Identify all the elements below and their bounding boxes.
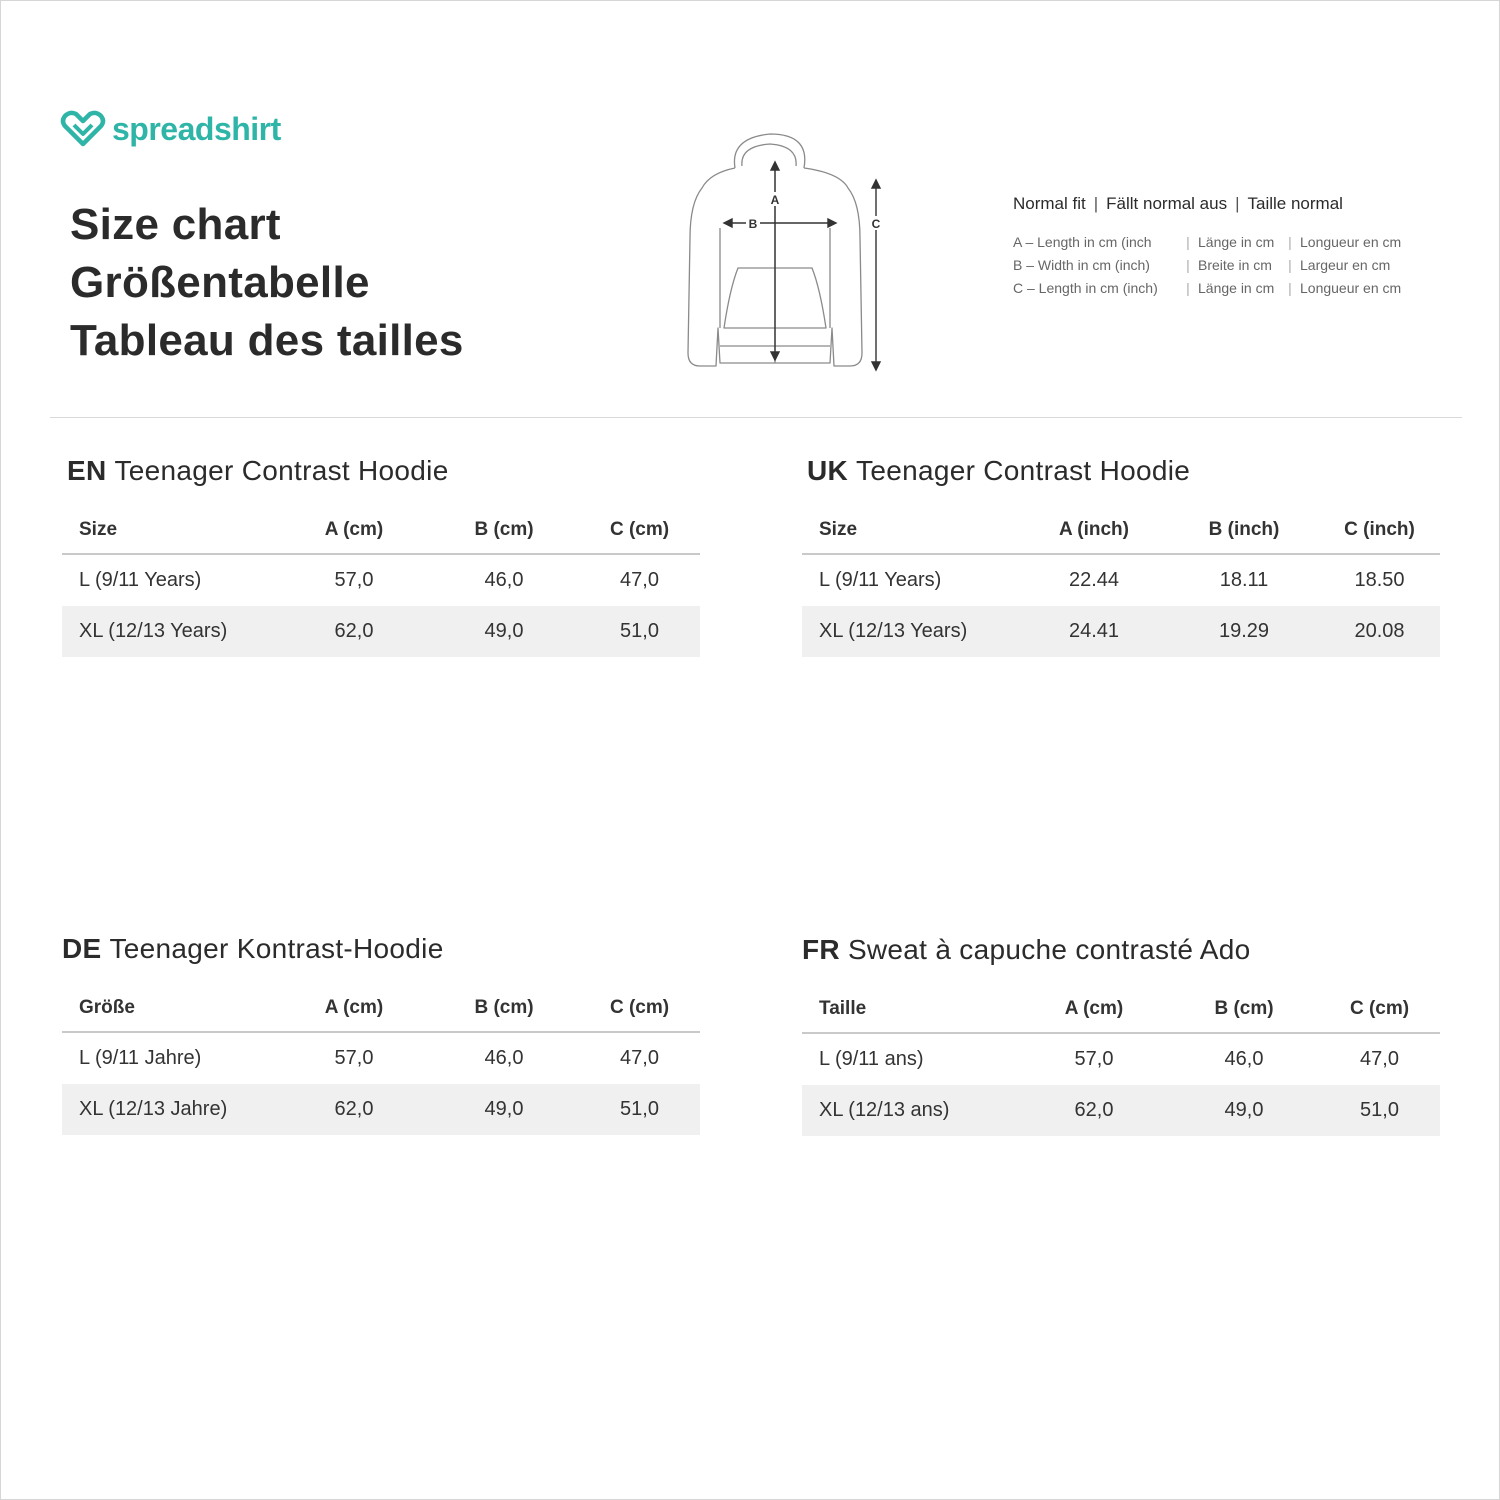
table-header-row: [62, 507, 700, 554]
cell-a: 57,0: [334, 569, 374, 591]
header-size: Taille: [802, 986, 1019, 1033]
table-code: DE: [62, 933, 102, 964]
table-title-de: [62, 933, 700, 965]
header-a: A (inch): [1019, 507, 1169, 554]
legend-bar: |: [1288, 234, 1292, 250]
table-title-uk: [807, 455, 1440, 487]
header-b: B (cm): [429, 507, 579, 554]
cell-b: 46,0: [484, 569, 524, 591]
fit-de: Fällt normal aus: [1106, 194, 1228, 213]
cell-b: 46,0: [1224, 1048, 1264, 1070]
measure-b-arrow-left: [724, 219, 732, 227]
cell-a: 62,0: [1019, 1085, 1169, 1136]
table-row: [62, 1032, 700, 1084]
table-row: [62, 606, 700, 657]
cell-c: 51,0: [579, 1084, 700, 1135]
fit-fr: Taille normal: [1247, 194, 1343, 213]
table-title-en: [67, 455, 700, 487]
cell-b: 46,0: [484, 1047, 524, 1069]
cell-a: 62,0: [279, 606, 429, 657]
legend-bar: |: [1288, 280, 1292, 296]
legend-bar: |: [1186, 280, 1190, 296]
cell-a: 57,0: [334, 1047, 374, 1069]
header-size: Size: [802, 507, 1019, 554]
header-b: B (inch): [1169, 507, 1319, 554]
cell-c: 47,0: [620, 1047, 659, 1069]
cell-size: XL (12/13 Years): [802, 606, 1019, 657]
title-en: Size chart: [70, 200, 281, 249]
cell-b: 19.29: [1169, 606, 1319, 657]
table-code: EN: [67, 455, 107, 486]
table-row: [62, 1084, 700, 1135]
legend-row-a: [1013, 231, 1401, 254]
table-row: [802, 606, 1440, 657]
header-c: C (cm): [579, 507, 700, 554]
size-table: [802, 507, 1440, 657]
fit-separator: |: [1235, 194, 1240, 213]
size-table-en: [62, 455, 700, 657]
header-a: A (cm): [279, 507, 429, 554]
heart-logo-icon: [60, 108, 106, 150]
title-de: Größentabelle: [70, 258, 370, 307]
table-header-row: [802, 507, 1440, 554]
hoodie-measurement-diagram: [680, 128, 890, 378]
cell-b: 18.11: [1219, 569, 1269, 591]
cell-c: 51,0: [579, 606, 700, 657]
measurement-legend: [1013, 194, 1401, 300]
header-size: Size: [62, 507, 279, 554]
hood-outline: [734, 134, 804, 168]
cell-size: L (9/11 Jahre): [79, 1047, 202, 1069]
measure-b-arrow-right: [828, 219, 836, 227]
cell-a: 57,0: [1074, 1048, 1114, 1070]
cell-size: XL (12/13 Years): [62, 606, 279, 657]
table-row: [802, 1085, 1440, 1136]
table-product-name: Teenager Contrast Hoodie: [856, 455, 1191, 486]
header-b: B (cm): [1169, 986, 1319, 1033]
label-a: A: [770, 193, 780, 207]
table-product-name: Teenager Kontrast-Hoodie: [109, 933, 444, 964]
cell-size: L (9/11 Years): [79, 569, 202, 591]
fit-header: [1013, 194, 1401, 214]
table-row: [802, 554, 1440, 606]
header-size: Größe: [62, 985, 279, 1032]
legend-c-de: Länge in cm: [1198, 280, 1275, 296]
fit-en: Normal fit: [1013, 194, 1086, 213]
table-row: [802, 1033, 1440, 1085]
size-table: [802, 986, 1440, 1136]
cell-b: 49,0: [429, 1084, 579, 1135]
table-code: FR: [802, 934, 840, 965]
legend-c-fr: Longueur en cm: [1300, 280, 1402, 296]
table-row: [62, 554, 700, 606]
cell-size: XL (12/13 Jahre): [62, 1084, 279, 1135]
legend-row-b: [1013, 254, 1401, 277]
cell-b: 49,0: [1169, 1085, 1319, 1136]
cell-a: 62,0: [279, 1084, 429, 1135]
legend-b-fr: Largeur en cm: [1300, 257, 1391, 273]
page-titles: [70, 196, 464, 370]
measure-c-arrow-top: [872, 180, 880, 188]
header-a: A (cm): [279, 985, 429, 1032]
title-fr: Tableau des tailles: [70, 316, 464, 365]
size-table: [62, 507, 700, 657]
table-product-name: Teenager Contrast Hoodie: [114, 455, 449, 486]
header-c: C (cm): [579, 985, 700, 1032]
header-c: C (cm): [1319, 986, 1440, 1033]
table-code: UK: [807, 455, 849, 486]
measure-a-arrow-top: [771, 162, 779, 170]
header-c: C (inch): [1319, 507, 1440, 554]
legend-bar: |: [1186, 234, 1190, 250]
legend-a-de: Länge in cm: [1198, 234, 1275, 250]
brand-name: spreadshirt: [112, 110, 281, 147]
cell-a: 24.41: [1019, 606, 1169, 657]
label-b: B: [748, 217, 758, 231]
cell-a: 22.44: [1068, 569, 1120, 591]
fit-separator: |: [1093, 194, 1099, 213]
measure-a-arrow-bottom: [771, 352, 779, 360]
legend-b-en: B – Width in cm (inch): [1013, 257, 1150, 273]
cell-c: 20.08: [1319, 606, 1440, 657]
hood-inner: [742, 144, 796, 166]
legend-a-en: A – Length in cm (inch: [1013, 234, 1152, 250]
cell-size: L (9/11 Years): [819, 569, 942, 591]
cell-c: 47,0: [620, 569, 659, 591]
legend-c-en: C – Length in cm (inch): [1013, 280, 1158, 296]
table-header-row: [62, 985, 700, 1032]
header-divider: [50, 417, 1462, 418]
label-c: C: [871, 217, 881, 231]
cell-size: XL (12/13 ans): [802, 1085, 1019, 1136]
spreadshirt-logo: [60, 108, 281, 150]
size-table-fr: [802, 934, 1440, 1136]
header-a: A (cm): [1019, 986, 1169, 1033]
header-b: B (cm): [429, 985, 579, 1032]
cell-size: L (9/11 ans): [819, 1048, 924, 1070]
size-table-de: [62, 933, 700, 1135]
size-table: [62, 985, 700, 1135]
legend-row-c: [1013, 277, 1401, 300]
table-title-fr: [802, 934, 1440, 966]
size-table-uk: [802, 455, 1440, 657]
cell-c: 51,0: [1319, 1085, 1440, 1136]
cell-c: 18.50: [1354, 569, 1405, 591]
legend-bar: |: [1186, 257, 1190, 273]
table-product-name: Sweat à capuche contrasté Ado: [847, 934, 1251, 965]
legend-a-fr: Longueur en cm: [1300, 234, 1402, 250]
table-header-row: [802, 986, 1440, 1033]
legend-b-de: Breite in cm: [1198, 257, 1272, 273]
legend-bar: |: [1288, 257, 1292, 273]
measure-c-arrow-bottom: [872, 362, 880, 370]
cell-b: 49,0: [429, 606, 579, 657]
cell-c: 47,0: [1360, 1048, 1399, 1070]
